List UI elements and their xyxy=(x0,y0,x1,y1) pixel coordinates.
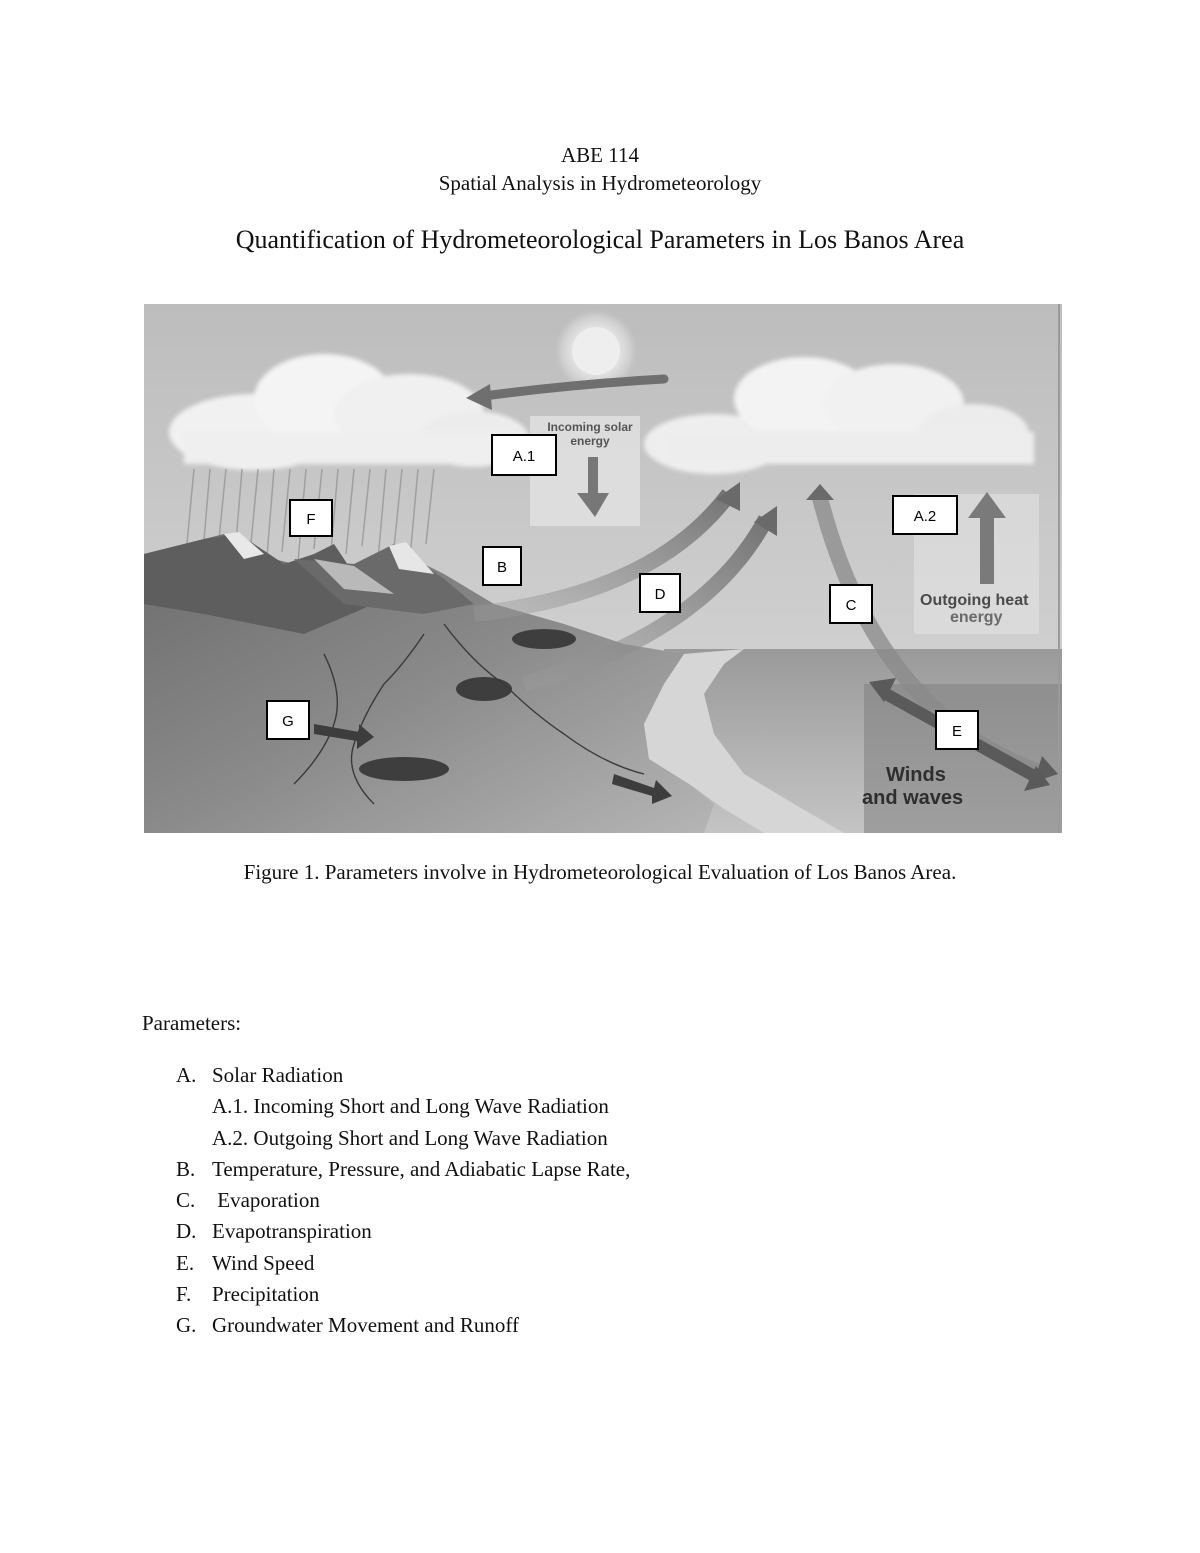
outgoing-heat-text-line2: energy xyxy=(950,609,1003,626)
list-item xyxy=(176,1061,630,1092)
winds-text-line1: Winds xyxy=(886,764,946,786)
label-a1: A.1 xyxy=(512,448,536,465)
outgoing-heat-text-line1: Outgoing heat xyxy=(920,592,1029,609)
label-b: B xyxy=(496,559,508,576)
list-item-letter: A. xyxy=(176,1063,197,1087)
list-item-letter: F. xyxy=(176,1282,192,1307)
list-item-text: Temperature, Pressure, and Adiabatic Lapse Rate, xyxy=(212,1156,631,1181)
list-item-text: Evapotranspiration xyxy=(212,1219,372,1244)
list-item-letter: C. xyxy=(176,1188,196,1213)
course-code: ABE 114 xyxy=(561,143,639,167)
list-item-text: A.2. Outgoing Short and Long Wave Radiation xyxy=(212,1125,608,1150)
parameters-list xyxy=(176,1061,630,1343)
list-item-letter: G. xyxy=(176,1313,197,1338)
list-item-letter: D. xyxy=(176,1219,197,1244)
label-g: G xyxy=(282,713,294,730)
list-item-text: A.1. Incoming Short and Long Wave Radiation xyxy=(212,1094,609,1119)
label-f: F xyxy=(306,511,316,528)
winds-text-line2: and waves xyxy=(862,787,964,809)
label-c: C xyxy=(845,597,857,614)
course-name: Spatial Analysis in Hydrometeorology xyxy=(438,171,762,195)
parameters-heading: Parameters: xyxy=(142,1011,242,1035)
list-item-sub xyxy=(176,1092,630,1123)
list-item-text: Precipitation xyxy=(212,1282,320,1307)
incoming-solar-text-line2: energy xyxy=(570,434,610,448)
list-item xyxy=(176,1280,630,1311)
list-item xyxy=(176,1311,630,1342)
list-item-text: Wind Speed xyxy=(212,1250,315,1275)
list-item-sub xyxy=(176,1124,630,1155)
list-item-text: Groundwater Movement and Runoff xyxy=(212,1313,519,1338)
label-a2: A.2 xyxy=(913,508,937,525)
list-item-text: Solar Radiation xyxy=(212,1063,344,1087)
list-item xyxy=(176,1186,630,1217)
list-item xyxy=(176,1155,630,1186)
label-e: E xyxy=(951,723,963,740)
list-item xyxy=(176,1217,630,1248)
list-item-text: Evaporation xyxy=(212,1188,320,1213)
incoming-solar-text-line1: Incoming solar xyxy=(547,420,633,434)
hydrologic-cycle-figure xyxy=(144,304,1062,833)
label-d: D xyxy=(654,586,666,603)
list-item-letter: B. xyxy=(176,1156,196,1181)
figure-caption: Figure 1. Parameters involve in Hydrometeorological Evaluation of Los Banos Area. xyxy=(243,860,957,884)
document-title: Quantification of Hydrometeorological Parameters in Los Banos Area xyxy=(235,225,965,254)
list-item xyxy=(176,1249,630,1280)
list-item-letter: E. xyxy=(176,1250,195,1275)
